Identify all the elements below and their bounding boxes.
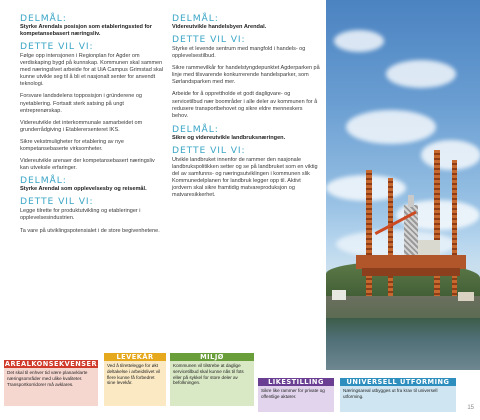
goal-text: Sikre og videreutvikle landbruksnæringen. (172, 134, 286, 141)
box-text: Næringsareal utbygges ut fra krav til universell utforming. (340, 386, 456, 412)
left-column (20, 14, 165, 235)
goal-heading: DELMÅL: (20, 13, 67, 24)
goal-heading: DELMÅL: (172, 13, 219, 24)
paragraph: Videreutvikle arenaer der kompetansebasert næringsliv kan utveksle erfaringer. (20, 158, 155, 172)
middle-column (172, 14, 320, 199)
paragraph: Utvikle landbruket innenfor de rammer den nasjonale landbrukspolitikken setter og se på landbruket som en viktig del av samfunns- og næringsutviklingen i kommunen slik Kommunedelplanen for landbruk legger opp til. Aktivt jordvern skal sikre framtidig matvareproduksjon og matvaresikkerhet. (172, 156, 318, 199)
action-heading: DETTE VIL VI: (20, 196, 94, 208)
goal-heading: DELMÅL: (20, 175, 67, 187)
goal-text: Styrke Arendal som opplevelsesby og reisemål. (20, 186, 147, 193)
box-text: Kommunen vil tilstrebe at daglige servicetilbud skal kunne nås til fots eller på sykkel for store deler av befolkningen. (170, 361, 254, 406)
box-label: UNIVERSELL UTFORMING (340, 378, 456, 386)
box-label: MILJØ (170, 353, 254, 361)
paragraph: Forsvare landsdelens topposisjon i gründerene og nyetablering. Fortsatt sterk satsing på ungt entreprenørskap. (20, 93, 142, 114)
box-text: Ved å tilrettelegge for økt deltakelse i arbeidslivet vil flere kunne få forbedret sine levekår. (104, 361, 166, 406)
paragraph: Styrke et levende sentrum med mangfold i handels- og opplevelsestilbud. (172, 46, 306, 60)
paragraph: Videreutvikle det interkommunale samarbeidet om grunderrådgiving i Etablerersenteret IKS. (20, 119, 143, 133)
goal-text: Styrke Arendals posisjon som etableringssted for kompetansebasert næringsliv. (20, 24, 152, 37)
paragraph: Arbeide for å opprettholde et godt dagligvare- og servicetilbud nær boområder i alle deler av kommunen for å redusere transportbehovet og sikre eldre menneskers behov. (172, 91, 318, 119)
page-number: 15 (467, 405, 474, 411)
paragraph: Legge tilrette for produktutvikling og etableringer i opplevelsesindustrien. (20, 208, 141, 222)
box-text: Det skal til enhver tid være planavklarte næringsområder med ulike kvaliteter. Transportkorridorer må avklares. (4, 368, 98, 406)
paragraph: Sikre rammevilkår for handelstyngdepunktet Agderparken på linje med tilsvarende konkurrerende handelsparker, som Sørlandsparken med mer. (172, 65, 320, 86)
paragraph: Ta vare på utviklingspotensialet i de store begivenhetene. (20, 227, 160, 234)
action-heading: DETTE VIL VI: (172, 144, 246, 156)
box-label: LIKESTILLING (258, 378, 334, 386)
action-heading: DETTE VIL VI: (20, 41, 94, 52)
paragraph: Følge opp intensjonen i Regionplan for Agder om verdiskaping bygd på kunnskap. Kommunen skal sammen med næringslivet arbeide for at UiA Campus Grimstad skal kunne utvikle seg til å bli et nasjonalt senter for anvendt teknologi. (20, 53, 164, 88)
paragraph: Sikre vekstmuligheter for etablering av nye kompetansebaserte virksomheter. (20, 138, 124, 153)
oil-rig-photo (326, 0, 480, 370)
box-label: LEVEKÅR (104, 353, 166, 361)
action-heading: DETTE VIL VI: (172, 34, 246, 45)
goal-heading: DELMÅL: (172, 123, 219, 135)
goal-text: Videreutvikle handelsbyen Arendal. (172, 24, 267, 30)
box-text: Sikre like rammer for private og offentlige aktører. (258, 386, 334, 412)
box-label: AREALKONSEKVENSER (4, 360, 98, 368)
